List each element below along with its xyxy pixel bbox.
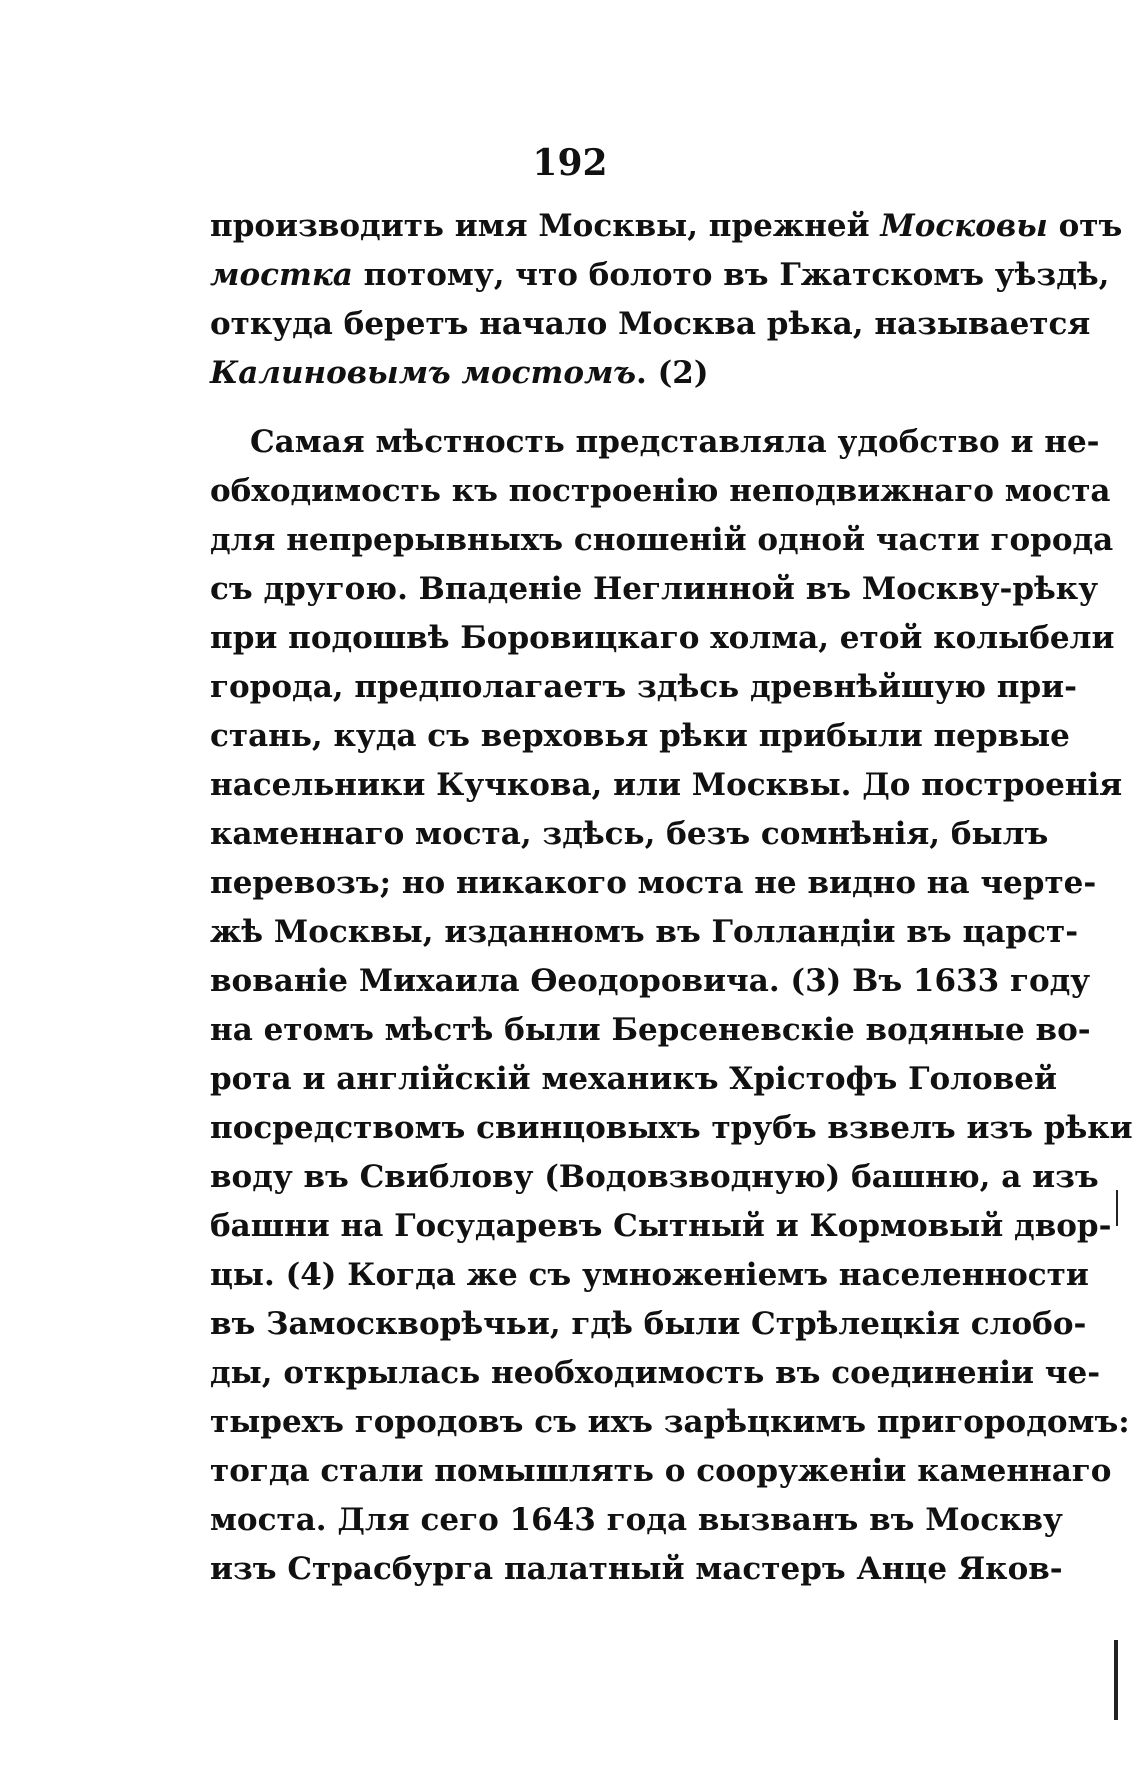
body-text [210, 202, 1133, 1594]
page-number: 192 [532, 142, 608, 184]
text-line: воду въ Свиблову (Водовзводную) башню, а изъ [210, 1159, 1099, 1195]
text-line: Самая мѣстность представляла удобство и не- [250, 424, 1100, 460]
scan-edge-mark [1114, 1640, 1118, 1720]
scan-edge-mark [1116, 1190, 1118, 1226]
text-line: перевозъ; но никакого моста не видно на черте- [210, 865, 1097, 901]
text-line: города, предполагаетъ здѣсь древнѣйшую при- [210, 669, 1078, 705]
text-line: производить имя Москвы, прежней Московы отъ [210, 208, 1123, 244]
text-line: тогда стали помышлять о сооруженіи каменнаго [210, 1453, 1112, 1489]
italic-word: Московы [880, 208, 1048, 244]
text-line: обходимость къ построенію неподвижнаго моста [210, 473, 1111, 509]
text-line: башни на Государевъ Сытный и Кормовый двор- [210, 1208, 1112, 1244]
text-line: при подошвѣ Боровицкаго холма, етой колыбели [210, 620, 1115, 656]
text-line: каменнаго моста, здѣсь, безъ сомнѣнія, былъ [210, 816, 1049, 852]
italic-word: мостка [210, 257, 353, 293]
text-line: въ Замоскворѣчьи, гдѣ были Стрѣлецкія слобо- [210, 1306, 1087, 1342]
text-line: на етомъ мѣстѣ были Берсеневскіе водяные во- [210, 1012, 1091, 1048]
text-line: откуда беретъ начало Москва рѣка, называется [210, 306, 1091, 342]
italic-phrase: Калиновымъ мостомъ [210, 355, 637, 391]
text-line: съ другою. Впаденіе Неглинной въ Москву-рѣку [210, 571, 1099, 607]
text-line: моста. Для сего 1643 года вызванъ въ Москву [210, 1502, 1063, 1538]
text-line: для непрерывныхъ сношеній одной части города [210, 522, 1114, 558]
text-line: цы. (4) Когда же съ умноженіемъ населенности [210, 1257, 1089, 1293]
text-line: Калиновымъ мостомъ. (2) [210, 355, 709, 391]
text-line: вованіе Михаила Ѳеодоровича. (3) Въ 1633 году [210, 963, 1091, 999]
text-line: ды, открылась необходимость въ соединеніи че- [210, 1355, 1101, 1391]
text-line: тырехъ городовъ съ ихъ зарѣцкимъ пригородомъ: [210, 1404, 1130, 1440]
text-line: посредствомъ свинцовыхъ трубъ взвелъ изъ рѣки [210, 1110, 1133, 1146]
text-line: рота и англійскій механикъ Хрістофъ Головей [210, 1061, 1057, 1097]
text-line: изъ Страсбурга палатный мастеръ Анце Яков- [210, 1551, 1063, 1587]
text-line: мостка потому, что болото въ Гжатскомъ уѣздѣ, [210, 257, 1110, 293]
text-line: стань, куда съ верховья рѣки прибыли первые [210, 718, 1070, 754]
text-line: жѣ Москвы, изданномъ въ Голландіи въ царст- [210, 914, 1079, 950]
text-line: насельники Кучкова, или Москвы. До построенія [210, 767, 1123, 803]
